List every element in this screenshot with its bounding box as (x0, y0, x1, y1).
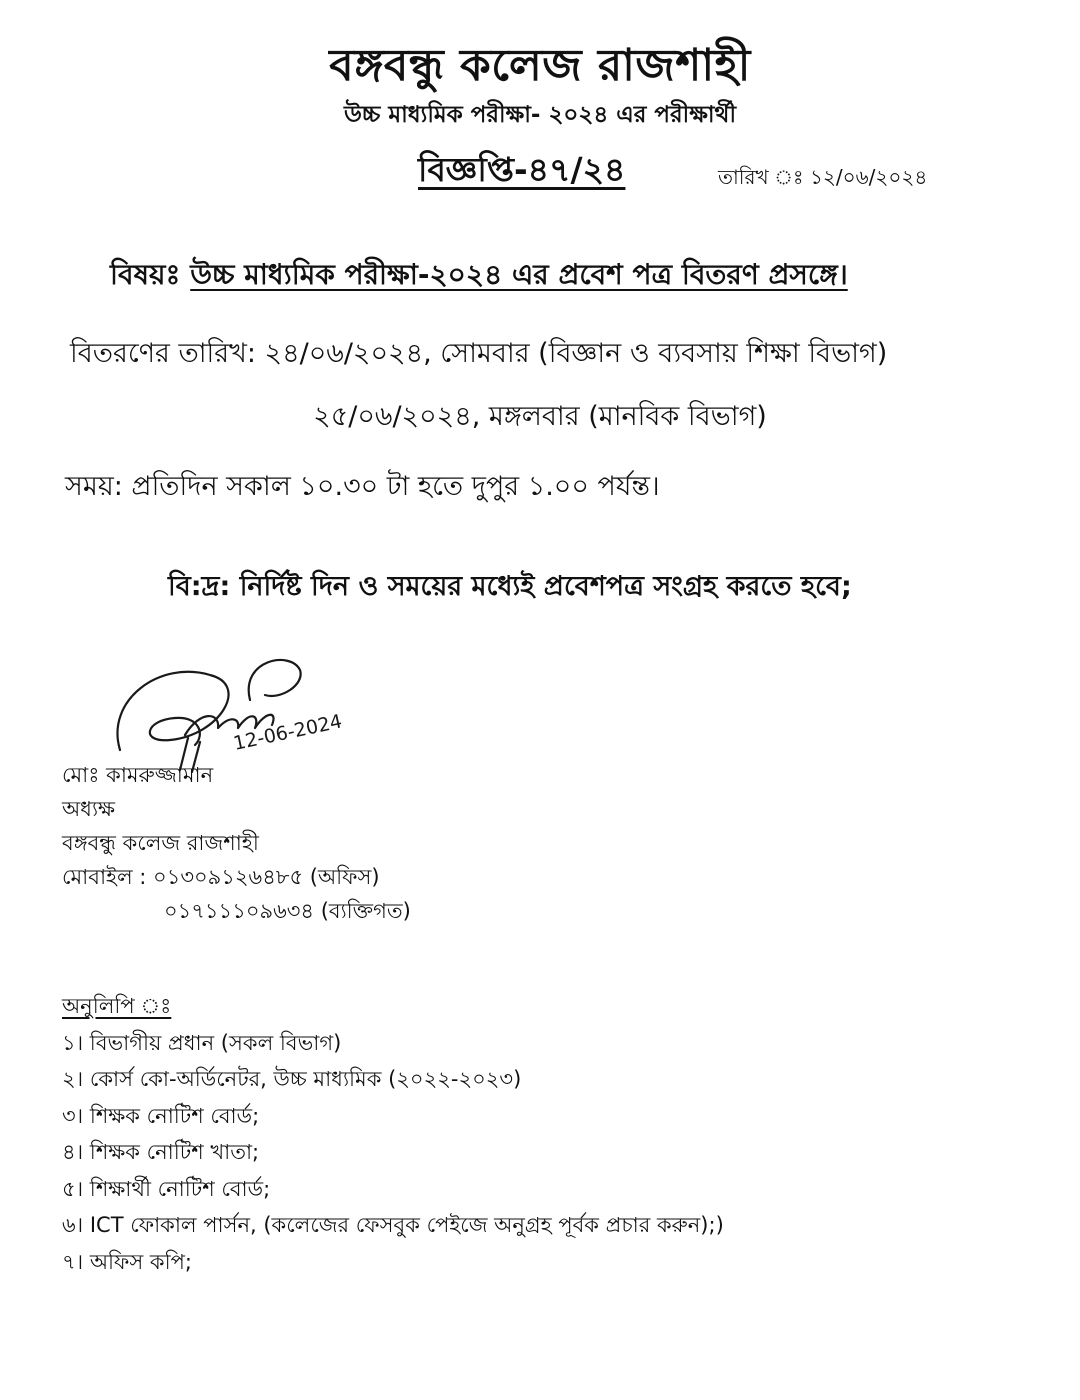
distribution-time: সময়: প্রতিদিন সকাল ১০.৩০ টা হতে দুপুর ১.০০ পর্যন্ত। (65, 471, 660, 502)
signature-block (62, 758, 411, 928)
college-name: বঙ্গবন্ধু কলেজ রাজশাহী (329, 40, 751, 91)
list-item: ১। বিভাগীয় প্রধান (সকল বিভাগ) (62, 1030, 342, 1055)
distribution-date-line-2: ২৫/০৬/২০২৪, মঙ্গলবার (মানবিক বিভাগ) (313, 401, 767, 432)
principal-designation: অধ্যক্ষ (62, 797, 116, 821)
subject-label: বিষয়ঃ (110, 258, 181, 291)
important-note: বি:দ্র: নির্দিষ্ট দিন ও সময়ের মধ্যেই প্রবেশপত্র সংগ্রহ করতে হবে; (168, 571, 852, 602)
list-item: ৫। শিক্ষার্থী নোটিশ বোর্ড; (62, 1176, 271, 1201)
notice-subtitle: উচ্চ মাধ্যমিক পরীক্ষা- ২০২৪ এর পরীক্ষার্থী (343, 102, 737, 128)
handwritten-signature (100, 640, 440, 775)
notice-date: তারিখ ঃ ১২/০৬/২০২৪ (718, 165, 928, 189)
notice-number: বিজ্ঞপ্তি-৪৭/২৪ (418, 150, 626, 189)
list-item: ৪। শিক্ষক নোটিশ খাতা; (62, 1140, 260, 1164)
copy-distribution (62, 988, 724, 1280)
mobile-personal: ০১৭১১১০৯৬৩৪ (ব্যক্তিগত) (164, 899, 411, 923)
signature-loop (249, 660, 301, 700)
copy-title: অনুলিপি ঃ (62, 994, 172, 1018)
distribution-date-line-1: বিতরণের তারিখ: ২৪/০৬/২০২৪, সোমবার (বিজ্ঞান ও ব্যবসায় শিক্ষা বিভাগ) (70, 338, 888, 369)
subject-line (110, 253, 848, 300)
list-item: ৩। শিক্ষক নোটিশ বোর্ড; (62, 1103, 260, 1128)
signature-stroke (117, 672, 228, 750)
principal-institution: বঙ্গবন্ধু কলেজ রাজশাহী (62, 831, 259, 855)
handwritten-date: 12-06-2024 (231, 710, 345, 755)
copy-list (62, 1025, 724, 1281)
list-item: ৬। ICT ফোকাল পার্সন, (কলেজের ফেসবুক পেইজে অনুগ্রহ পূর্বক প্রচার করুন);) (62, 1213, 724, 1237)
principal-name: মোঃ কামরুজ্জামান (62, 763, 214, 787)
mobile-office: মোবাইল : ০১৩০৯১২৬৪৮৫ (অফিস) (62, 865, 380, 889)
subject-text: উচ্চ মাধ্যমিক পরীক্ষা-২০২৪ এর প্রবেশ পত্র বিতরণ প্রসঙ্গে। (190, 258, 848, 291)
list-item: ২। কোর্স কো-অর্ডিনেটর, উচ্চ মাধ্যমিক (২০২২-২০২৩) (62, 1067, 522, 1091)
list-item: ৭। অফিস কপি; (62, 1249, 192, 1274)
